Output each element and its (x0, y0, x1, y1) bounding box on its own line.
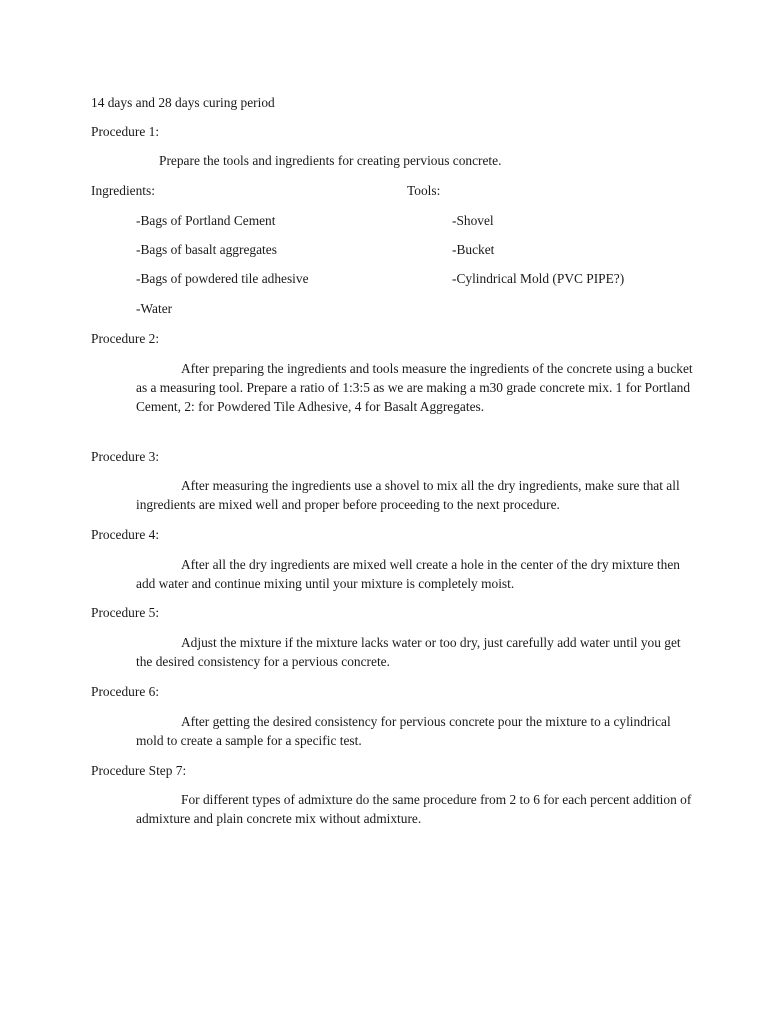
procedure-1-text: Prepare the tools and ingredients for creating pervious concrete. (159, 153, 502, 168)
ingredients-label: Ingredients: (91, 183, 155, 198)
procedure-3-label: Procedure 3: (91, 449, 160, 464)
procedure-4-text: After all the dry ingredients are mixed well create a hole in the center of the dry mixture then add water and continue mixing until your mixture is completely moist. (136, 557, 680, 591)
tool-item: -Shovel (452, 213, 494, 228)
tool-item: -Cylindrical Mold (PVC PIPE?) (452, 271, 625, 286)
procedure-1-label: Procedure 1: (91, 124, 160, 139)
procedure-2-text: After preparing the ingredients and tools measure the ingredients of the concrete using a bucket as a measuring tool. Prepare a ratio of 1:3:5 as we are making a m30 grade concrete mix. 1 for Portland Cement, 2: for Powdered Tile Adhesive, 4 for Basalt Aggregates. (136, 361, 693, 414)
ingredient-item: -Bags of powdered tile adhesive (136, 271, 309, 286)
tool-item: -Bucket (452, 242, 495, 257)
tools-label: Tools: (407, 183, 441, 198)
ingredient-item: -Water (136, 301, 173, 316)
procedure-2-label: Procedure 2: (91, 331, 160, 346)
ingredient-item: -Bags of basalt aggregates (136, 242, 277, 257)
procedure-7-text: For different types of admixture do the same procedure from 2 to 6 for each percent addition of admixture and plain concrete mix without admixture. (136, 792, 692, 826)
ingredient-item: -Bags of Portland Cement (136, 213, 276, 228)
procedure-5-label: Procedure 5: (91, 605, 160, 620)
procedure-6-text: After getting the desired consistency for pervious concrete pour the mixture to a cylindrical mold to create a sample for a specific test. (136, 714, 671, 748)
procedure-6-label: Procedure 6: (91, 684, 160, 699)
procedure-4-label: Procedure 4: (91, 527, 160, 542)
procedure-5-text: Adjust the mixture if the mixture lacks water or too dry, just carefully add water until you get the desired consistency for a pervious concrete. (136, 635, 681, 669)
procedure-7-label: Procedure Step 7: (91, 763, 187, 778)
document-heading: 14 days and 28 days curing period (91, 95, 275, 110)
procedure-3-text: After measuring the ingredients use a shovel to mix all the dry ingredients, make sure that all ingredients are mixed well and proper before proceeding to the next procedure. (136, 478, 680, 512)
